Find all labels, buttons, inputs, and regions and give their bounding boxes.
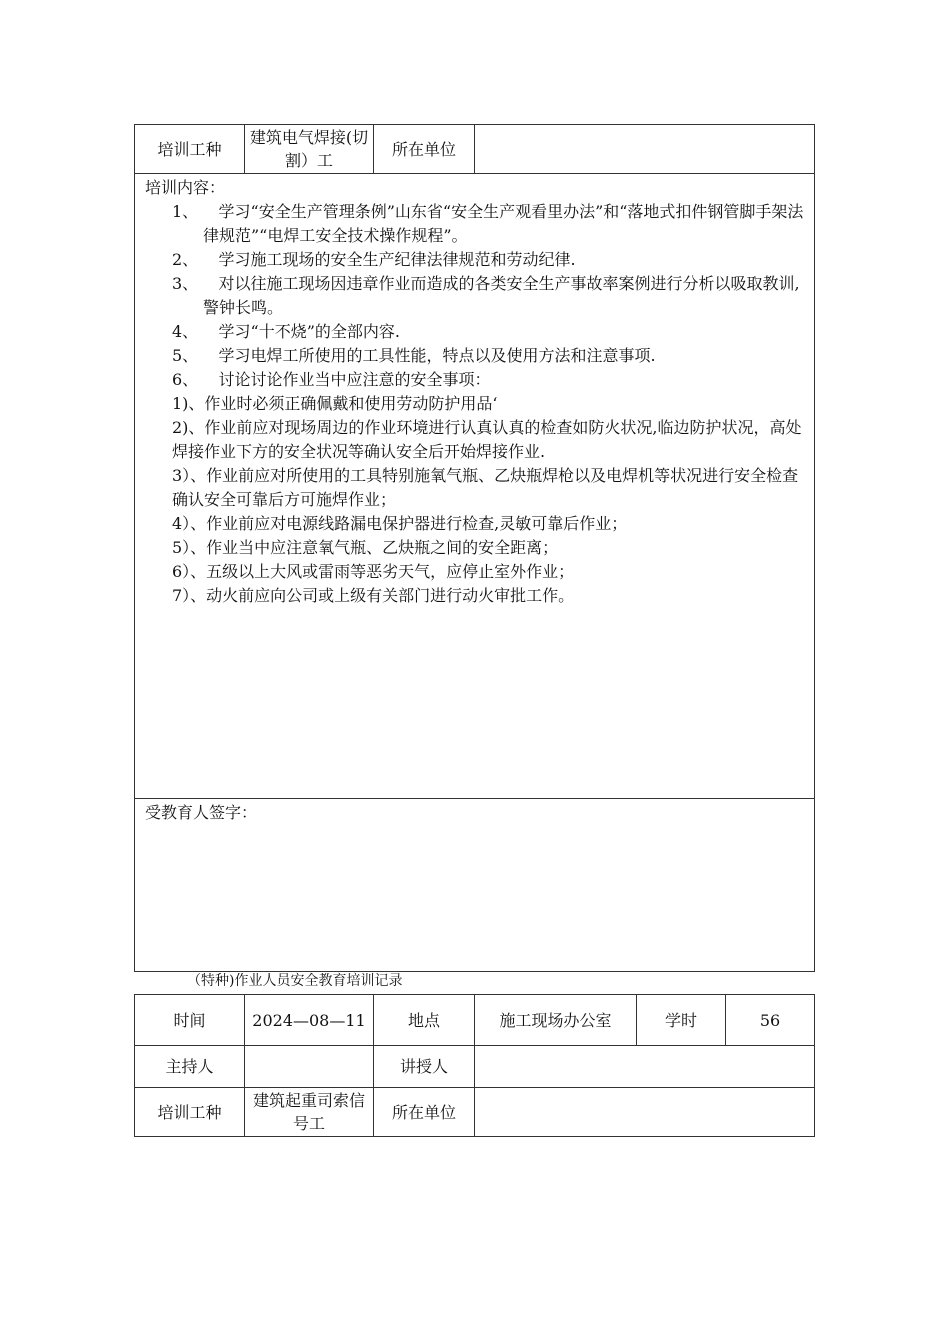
item-number: 5、 [172,346,199,365]
item-text: 学习电焊工所使用的工具性能，特点以及使用方法和注意事项. [218,346,656,365]
job-type-value: 建筑电气焊接(切割）工 [245,125,374,174]
list-item [145,320,804,344]
job-type-label: 培训工种 [135,125,245,174]
item-number: 2、 [172,250,199,269]
host-row [135,1046,815,1088]
lecturer-value [475,1046,815,1088]
host-label: 主持人 [135,1046,245,1088]
item-number: 3、 [172,274,199,293]
safety-item: 6）、五级以上大风或雷雨等恶劣天气，应停止室外作业； [172,562,575,581]
item-text: 学习“安全生产管理条例”山东省“安全生产观看里办法”和“落地式扣件钢管脚手架法律规范”“电焊工安全技术操作规程”。 [203,202,804,245]
item-number: 6、 [172,370,199,389]
hours-value: 56 [726,995,815,1046]
job-type-label: 培训工种 [135,1088,245,1137]
list-item [145,368,804,392]
training-content-list [145,200,804,392]
item-number: 1、 [172,202,199,221]
safety-item: 4）、作业前应对电源线路漏电保护器进行检查,灵敏可靠后作业； [172,514,628,533]
host-value [245,1046,374,1088]
job-type-row [135,125,815,174]
training-content-cell [135,174,815,799]
job-type-value: 建筑起重司索信号工 [245,1088,374,1137]
training-record-table-1 [134,124,815,972]
time-row [135,995,815,1046]
training-record-table-2 [134,994,815,1137]
safety-item: 7）、动火前应向公司或上级有关部门进行动火审批工作。 [172,586,575,605]
item-text: 讨论讨论作业当中应注意的安全事项： [218,370,491,389]
unit-label: 所在单位 [374,1088,475,1137]
item-text: 学习“十不烧”的全部内容. [218,322,400,341]
record-caption: （特种)作业人员安全教育培训记录 [187,973,403,989]
time-label: 时间 [135,995,245,1046]
hours-label: 学时 [637,995,726,1046]
unit-value [475,1088,815,1137]
safety-item: 1)、作业时必须正确佩戴和使用劳动防护用品‘ [172,394,498,413]
safety-item: 5）、作业当中应注意氧气瓶、乙炔瓶之间的安全距离； [172,538,559,557]
signature-label: 受教育人签字： [145,803,258,822]
safety-item: 3）、作业前应对所使用的工具特别施氧气瓶、乙炔瓶焊枪以及电焊机等状况进行安全检查确认安全可靠后方可施焊作业； [172,466,799,509]
unit-label: 所在单位 [374,125,475,174]
unit-value [475,125,815,174]
signature-cell [135,799,815,972]
item-text: 对以往施工现场因违章作业而造成的各类安全生产事故率案例进行分析以吸取教训,警钟长鸣。 [203,274,800,317]
lecturer-label: 讲授人 [374,1046,475,1088]
list-item [145,272,804,320]
safety-items [145,392,804,608]
training-content-title: 培训内容： [145,178,226,197]
item-number: 4、 [172,322,199,341]
safety-item: 2)、作业前应对现场周边的作业环境进行认真认真的检查如防火状况,临边防护状况，高处焊接作业下方的安全状况等确认安全后开始焊接作业. [172,418,802,461]
list-item [145,344,804,368]
place-value: 施工现场办公室 [475,995,637,1046]
list-item [145,248,804,272]
time-value: 2024—08—11 [245,995,374,1046]
item-text: 学习施工现场的安全生产纪律法律规范和劳动纪律. [218,250,576,269]
list-item [145,200,804,248]
place-label: 地点 [374,995,475,1046]
signature-row [135,799,815,972]
job-type-row [135,1088,815,1137]
content-row [135,174,815,799]
